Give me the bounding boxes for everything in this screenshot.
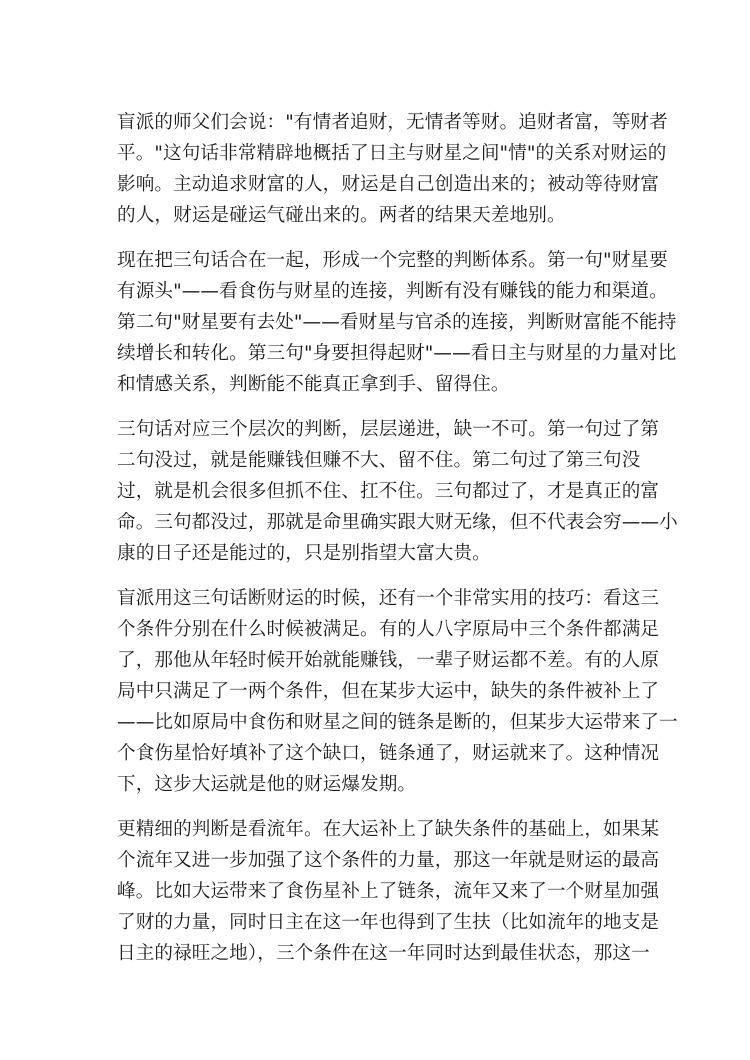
text-line: 命。三句都没过，那就是命里确实跟大财无缘，但不代表会穷——小 bbox=[117, 512, 678, 533]
paragraph-1 bbox=[117, 107, 668, 231]
text-line: 平。"这句话非常精辟地概括了日主与财星之间"情"的关系对财运的 bbox=[117, 143, 667, 164]
paragraph-5 bbox=[117, 814, 660, 969]
text-line: 和情感关系，判断能不能真正拿到手、留得住。 bbox=[117, 374, 510, 395]
paragraph-2 bbox=[117, 245, 677, 400]
text-line: 个食伤星恰好填补了这个缺口，链条通了，财运就来了。这种情况 bbox=[117, 743, 660, 764]
text-line: 续增长和转化。第三句"身要担得起财"——看日主与财星的力量对比 bbox=[117, 343, 677, 364]
text-line: 局中只满足了一两个条件，但在某步大运中，缺失的条件被补上了 bbox=[117, 681, 660, 702]
text-line: 影响。主动追求财富的人，财运是自己创造出来的；被动等待财富 bbox=[117, 174, 660, 195]
text-line: 峰。比如大运带来了食伤星补上了链条，流年又来了一个财星加强 bbox=[117, 881, 660, 902]
text-line: 盲派用这三句话断财运的时候，还有一个非常实用的技巧：看这三 bbox=[117, 588, 660, 609]
text-line: 日主的禄旺之地），三个条件在这一年同时达到最佳状态，那这一 bbox=[117, 943, 650, 964]
text-line: 个条件分别在什么时候被满足。有的人八字原局中三个条件都满足 bbox=[117, 619, 660, 640]
text-line: 个流年又进一步加强了这个条件的力量，那这一年就是财运的最高 bbox=[117, 850, 660, 871]
article-body bbox=[117, 107, 678, 983]
text-line: 有源头"——看食伤与财星的连接，判断有没有赚钱的能力和渠道。 bbox=[117, 281, 668, 302]
text-line: 的人，财运是碰运气碰出来的。两者的结果天差地别。 bbox=[117, 205, 566, 226]
text-line: 了，那他从年轻时候开始就能赚钱，一辈子财运都不差。有的人原 bbox=[117, 650, 660, 671]
text-line: 第二句"财星要有去处"——看财星与官杀的连接，判断财富能不能持 bbox=[117, 312, 677, 333]
text-line: 现在把三句话合在一起，形成一个完整的判断体系。第一句"财星要 bbox=[117, 250, 668, 271]
text-line: 三句话对应三个层次的判断，层层递进，缺一不可。第一句过了第 bbox=[117, 419, 660, 440]
text-line: 下，这步大运就是他的财运爆发期。 bbox=[117, 774, 417, 795]
paragraph-4 bbox=[117, 583, 678, 800]
paragraph-3 bbox=[117, 414, 678, 569]
text-line: 更精细的判断是看流年。在大运补上了缺失条件的基础上，如果某 bbox=[117, 819, 660, 840]
text-line: 康的日子还是能过的，只是别指望大富大贵。 bbox=[117, 543, 491, 564]
text-line: 盲派的师父们会说："有情者追财，无情者等财。追财者富，等财者 bbox=[117, 112, 668, 133]
text-line: 过，就是机会很多但抓不住、扛不住。三句都过了，才是真正的富 bbox=[117, 481, 660, 502]
text-line: ——比如原局中食伤和财星之间的链条是断的，但某步大运带来了一 bbox=[117, 712, 678, 733]
text-line: 二句没过，就是能赚钱但赚不大、留不住。第二句过了第三句没 bbox=[117, 450, 641, 471]
text-line: 了财的力量，同时日主在这一年也得到了生扶（比如流年的地支是 bbox=[117, 912, 660, 933]
